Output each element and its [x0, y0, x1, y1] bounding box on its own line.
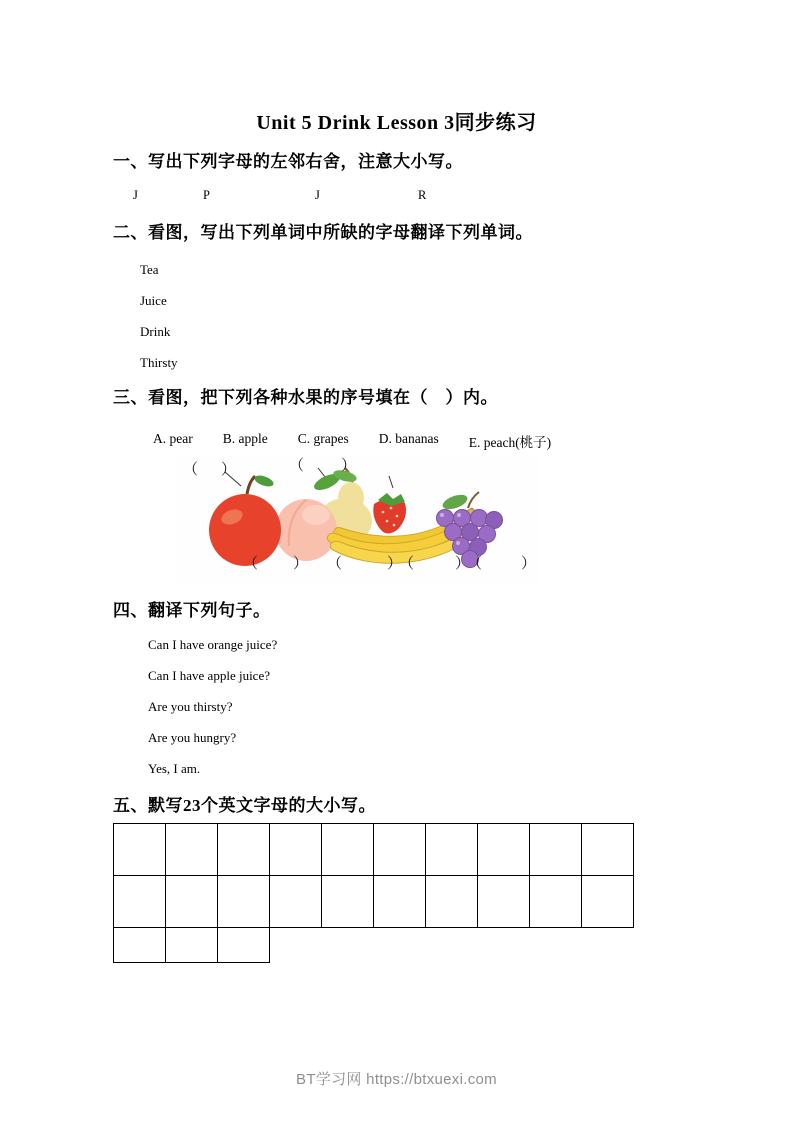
- section5-heading: 五、默写23个英文字母的大小写。: [113, 796, 376, 815]
- letter-cell: [373, 823, 426, 876]
- answer-paren: （: [289, 458, 305, 474]
- answer-paren: ）: [293, 556, 309, 572]
- letter-cell: [113, 875, 166, 928]
- answer-paren: ）: [455, 556, 471, 572]
- strawberry-icon: [373, 493, 406, 534]
- letter-cell: [581, 875, 634, 928]
- site-watermark: BT学习网 https://btxuexi.com: [296, 1071, 497, 1088]
- letter-cell: [425, 875, 478, 928]
- letter-cell: [269, 875, 322, 928]
- answer-paren: （: [183, 462, 199, 478]
- answer-paren: ）: [341, 458, 357, 474]
- word-item: Juice: [140, 293, 167, 308]
- page-title: Unit 5 Drink Lesson 3同步练习: [256, 112, 537, 134]
- letter-cell: [269, 823, 322, 876]
- letter-cell: [113, 927, 166, 963]
- letter-prompt: J: [315, 188, 320, 202]
- pointer-line: [389, 476, 393, 488]
- letter-prompt: P: [203, 188, 210, 202]
- letter-cell: [165, 927, 218, 963]
- section3-options-row: [153, 431, 551, 451]
- letter-cell: [165, 875, 218, 928]
- letter-cell: [217, 823, 270, 876]
- section3-heading: 三、看图，把下列各种水果的序号填在（ ）内。: [113, 388, 498, 407]
- word-item: Tea: [140, 262, 159, 277]
- section2-word-list: [140, 254, 178, 378]
- sentence-item: Can I have orange juice?: [148, 637, 278, 652]
- answer-paren: ）: [387, 556, 403, 572]
- word-item: Thirsty: [140, 355, 178, 370]
- fruit-option: A. pear: [153, 431, 193, 446]
- letter-cell: [321, 875, 374, 928]
- answer-paren: （: [467, 556, 483, 572]
- fruit-option: E. peach(桃子): [468, 435, 552, 450]
- peach-icon: [275, 499, 337, 561]
- letter-cell: [217, 927, 270, 963]
- letter-prompt: R: [418, 188, 427, 202]
- letter-cell: [425, 823, 478, 876]
- answer-paren: ）: [221, 462, 237, 478]
- letter-cell: [581, 823, 634, 876]
- letter-cell: [321, 823, 374, 876]
- fruit-option: D. bananas: [378, 431, 439, 446]
- answer-paren: （: [399, 556, 415, 572]
- word-item: Drink: [140, 324, 171, 339]
- letter-cell: [477, 875, 530, 928]
- letter-grid: [113, 823, 634, 963]
- section4-heading: 四、翻译下列句子。: [113, 601, 271, 620]
- letter-cell: [529, 823, 582, 876]
- sentence-item: Yes, I am.: [148, 761, 201, 776]
- answer-paren: ）: [521, 556, 537, 572]
- answer-paren: （: [243, 556, 259, 572]
- letter-cell: [373, 875, 426, 928]
- letter-cell: [217, 875, 270, 928]
- letter-prompt: J: [133, 188, 138, 202]
- sentence-item: Can I have apple juice?: [148, 668, 270, 683]
- sentence-item: Are you thirsty?: [148, 699, 233, 714]
- section1-heading: 一、写出下列字母的左邻右舍，注意大小写。: [113, 152, 463, 171]
- letter-cell: [529, 875, 582, 928]
- answer-paren: （: [327, 556, 343, 572]
- apple-icon: [209, 473, 281, 566]
- section1-letters-row: [0, 188, 793, 206]
- letter-cell: [113, 823, 166, 876]
- grid-row: [113, 823, 634, 876]
- sentence-item: Are you hungry?: [148, 730, 237, 745]
- fruit-option: C. grapes: [297, 431, 349, 446]
- grid-row: [113, 875, 634, 928]
- section2-heading: 二、看图，写出下列单词中所缺的字母翻译下列单词。: [113, 223, 533, 242]
- fruits-illustration: [175, 458, 540, 582]
- grid-row: [113, 927, 634, 963]
- section4-sentence-list: [148, 629, 277, 784]
- fruit-option: B. apple: [222, 431, 268, 446]
- letter-cell: [165, 823, 218, 876]
- letter-cell: [477, 823, 530, 876]
